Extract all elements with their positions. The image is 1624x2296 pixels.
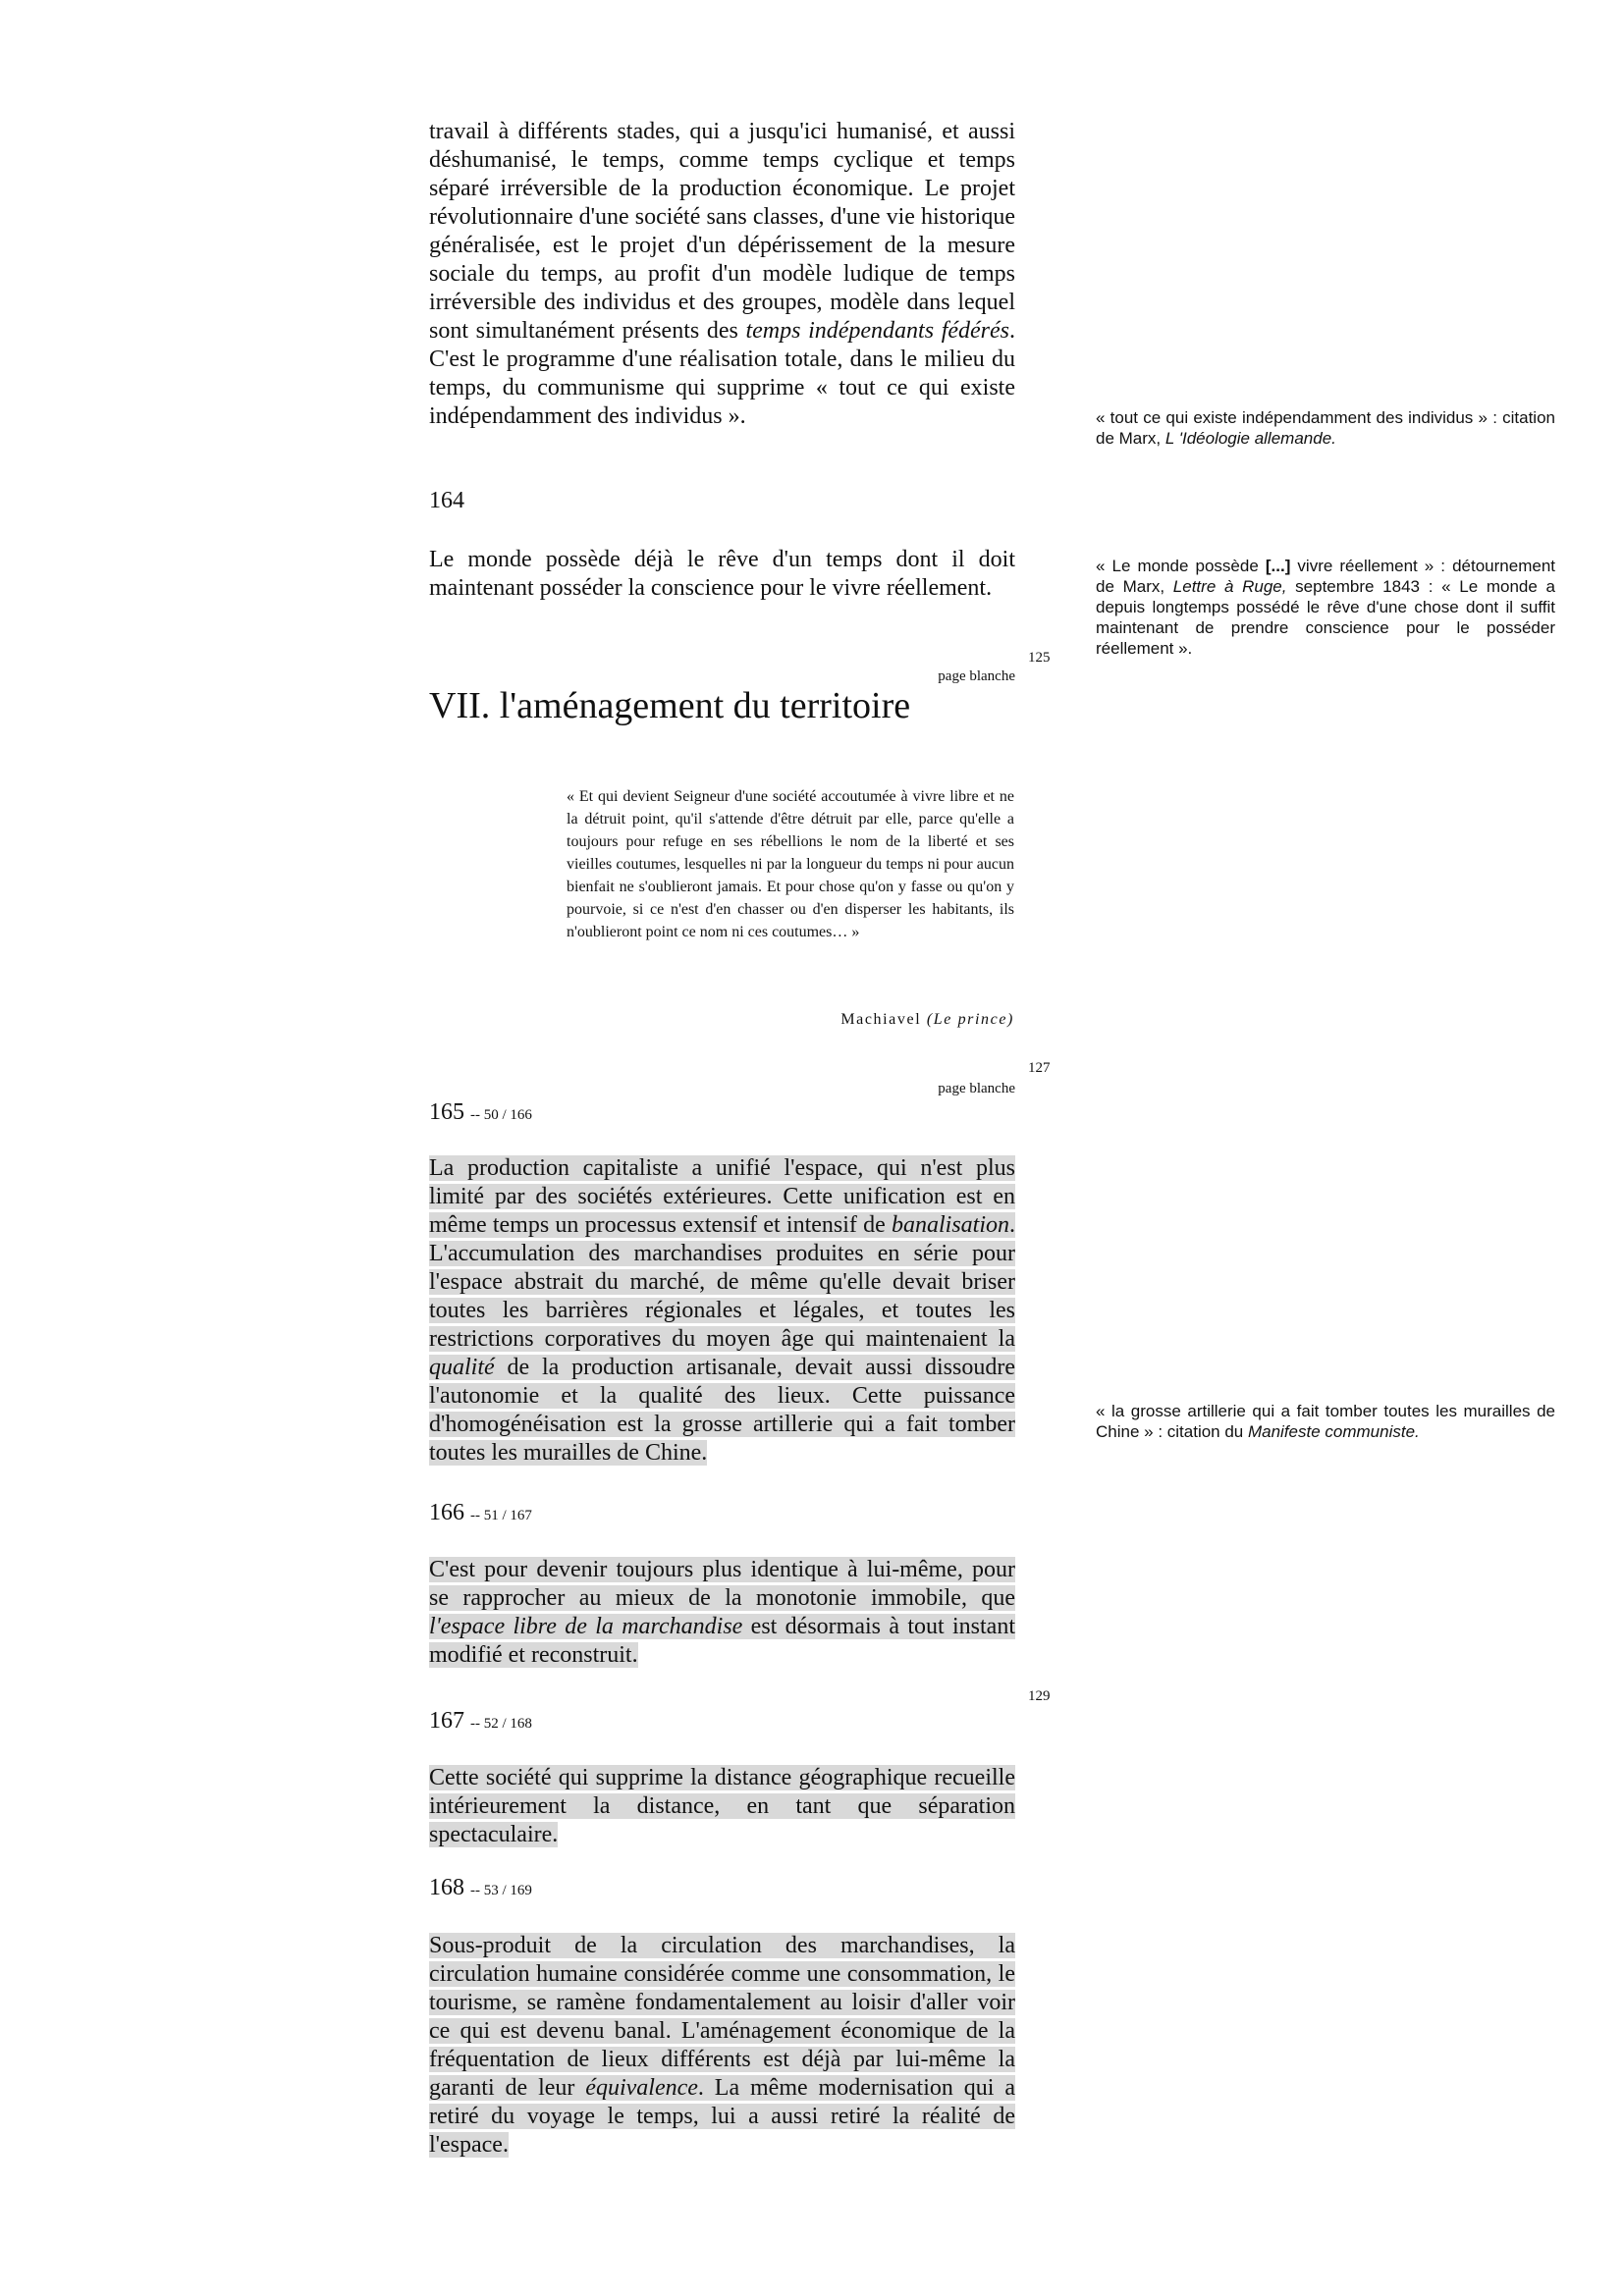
thesis-165-text: La production capitaliste a unifié l'espace, qui n'est plus limité par des sociétés extérieures. Cette unification est en même temps un processus extensif et intensif de banalisation. L'accumulation des marchandises produites en série pour l'espace abstrait du marché, de même qu'elle devait briser toutes les barrières régionales et légales, et toutes les restrictions corporatives du moyen âge qui maintenaient la qualité de la production artisanale, devait aussi dissoudre l'autonomie et la qualité des lieux. Cette puissance d'homogénéisation est la grosse artillerie qui a fait tomber toutes les murailles de Chine.	[429, 1155, 1015, 1466]
page-blank-label: page blanche	[938, 1081, 1015, 1096]
margin-page-number-127: 127	[1028, 1060, 1051, 1076]
thesis-number-166: 166 -- 51 / 167	[429, 1500, 532, 1525]
thesis-164-text: Le monde possède déjà le rêve d'un temps dont il doit maintenant posséder la conscience pour le vivre réellement.	[429, 547, 1015, 601]
thesis-167-text: Cette société qui supprime la distance géographique recueille intérieurement la distance, en tant que séparation spectaculaire.	[429, 1765, 1015, 1847]
thesis-number-165: 165 -- 50 / 166	[429, 1099, 532, 1125]
chapter-title: VII. l'aménagement du territoire	[429, 685, 911, 726]
epigraph-attribution: Machiavel (Le prince)	[840, 1011, 1014, 1028]
page-blank-label: page blanche	[938, 668, 1015, 684]
thesis-number-167: 167 -- 52 / 168	[429, 1708, 532, 1734]
continuation-paragraph: travail à différents stades, qui a jusqu'ici humanisé, et aussi déshumanisé, le temps, comme temps cyclique et temps séparé irréversible de la production économique. Le projet révolutionnaire d'une société sans classes, d'une vie historique généralisée, est le projet d'un dépérissement de la mesure sociale du temps, au profit d'un modèle ludique de temps irréversible des individus et des groupes, modèle dans lequel sont simultanément présents des temps indépendants fédérés. C'est le programme d'une réalisation totale, dans le milieu du temps, du communisme qui supprime « tout ce qui existe indépendamment des individus ».	[429, 119, 1016, 429]
thesis-166-text: C'est pour devenir toujours plus identique à lui-même, pour se rapprocher au mieux de la monotonie immobile, que l'espace libre de la marchandise est désormais à tout instant modifié et reconstruit.	[429, 1557, 1015, 1668]
margin-note-manifeste: « la grosse artillerie qui a fait tomber toutes les murailles de Chine » : citation du Manifeste communiste.	[1096, 1402, 1555, 1441]
margin-note-marx-ideologie: « tout ce qui existe indépendamment des individus » : citation de Marx, L 'Idéologie allemande.	[1096, 408, 1555, 448]
thesis-number-168: 168 -- 53 / 169	[429, 1875, 532, 1900]
thesis-number-164: 164	[429, 488, 464, 513]
margin-page-number-125: 125	[1028, 650, 1051, 666]
margin-page-number-129: 129	[1028, 1688, 1051, 1704]
thesis-168-text: Sous-produit de la circulation des marchandises, la circulation humaine considérée comme une consommation, le tourisme, se ramène fondamentalement au loisir d'aller voir ce qui est devenu banal. L'aménagement économique de la fréquentation de lieux différents est déjà par lui-même la garanti de leur équivalence. La même modernisation qui a retiré du voyage le temps, lui a aussi retiré la réalité de l'espace.	[429, 1933, 1015, 2158]
margin-note-lettre-ruge: « Le monde possède [...] vivre réellement » : détournement de Marx, Lettre à Ruge, septembre 1843 : « Le monde a depuis longtemps possédé le rêve d'une chose dont il suffit maintenant de prendre conscience pour le posséder réellement ».	[1096, 557, 1555, 658]
epigraph-quote: « Et qui devient Seigneur d'une société accoutumée à vivre libre et ne la détruit point, qu'il s'attende d'être détruit par elle, parce qu'elle a toujours pour refuge en ses rébellions le nom de la liberté et ses vieilles coutumes, lesquelles ni par la longueur du temps ni pour aucun bienfait ne s'oublieront jamais. Et pour chose qu'on y fasse ou qu'on y pourvoie, si ce n'est d'en chasser ou d'en disperser les habitants, ils n'oublieront point ce nom ni ces coutumes… »	[567, 788, 1014, 940]
